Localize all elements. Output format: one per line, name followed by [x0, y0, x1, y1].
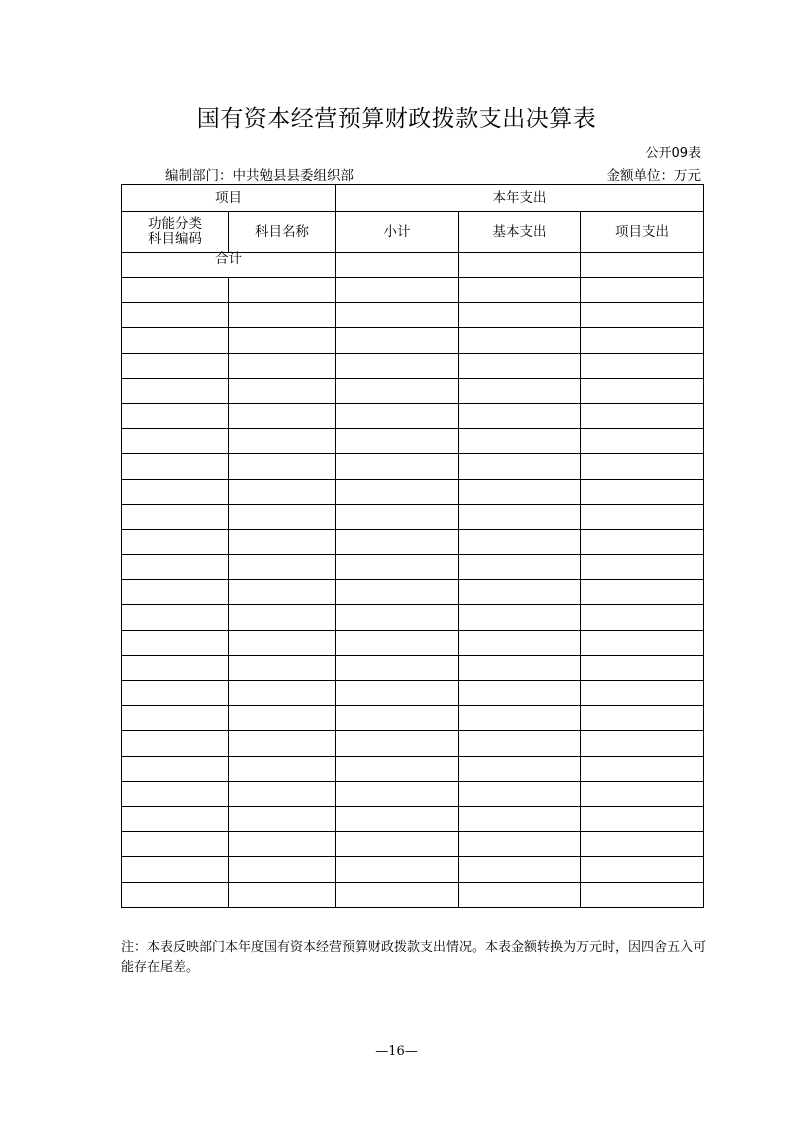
basic-expense-cell: [459, 706, 581, 731]
subject-name-cell: [229, 630, 336, 655]
basic-expense-cell: [459, 278, 581, 303]
subject-name-cell: [229, 555, 336, 580]
header-function-code-line1: 功能分类: [148, 216, 202, 233]
basic-expense-cell: [459, 781, 581, 806]
subject-name-cell: [229, 806, 336, 831]
project-expense-cell: [581, 882, 704, 907]
project-expense-cell: [581, 731, 704, 756]
table-row: [122, 630, 704, 655]
basic-expense-cell: [459, 681, 581, 706]
function-code-cell: [122, 832, 229, 857]
function-code-cell: [122, 781, 229, 806]
budget-table: [121, 184, 704, 908]
subtotal-cell: [336, 781, 459, 806]
total-label-cell: [122, 250, 336, 278]
basic-expense-cell: [459, 328, 581, 353]
project-expense-cell: [581, 580, 704, 605]
table-row: [122, 706, 704, 731]
table-row: [122, 328, 704, 353]
function-code-cell: [122, 429, 229, 454]
header-subtotal: 小计: [336, 212, 459, 253]
page-title: 国有资本经营预算财政拨款支出决算表: [196, 106, 597, 132]
subtotal-cell: [336, 278, 459, 303]
footnote: 注：本表反映部门本年度国有资本经营预算财政拨款支出情况。本表金额转换为万元时，因四舍五入可能存在尾差。: [121, 940, 707, 975]
basic-expense-cell: [459, 504, 581, 529]
subtotal-cell: [336, 454, 459, 479]
table-row: [122, 605, 704, 630]
table-row: [122, 882, 704, 907]
subtotal-cell: [336, 706, 459, 731]
project-expense-cell: [581, 756, 704, 781]
project-expense-cell: [581, 857, 704, 882]
table-row: [122, 731, 704, 756]
page-number: —16—: [375, 1044, 418, 1059]
basic-expense-cell: [459, 403, 581, 428]
subject-name-cell: [229, 378, 336, 403]
table-row: [122, 857, 704, 882]
subtotal-cell: [336, 403, 459, 428]
total-project-cell: [581, 253, 704, 278]
header-function-code: [122, 212, 229, 253]
table-row: [122, 454, 704, 479]
total-label: 合计: [215, 250, 242, 267]
subject-name-cell: [229, 706, 336, 731]
project-expense-cell: [581, 403, 704, 428]
subtotal-cell: [336, 353, 459, 378]
subtotal-cell: [336, 806, 459, 831]
table-row: [122, 756, 704, 781]
basic-expense-cell: [459, 580, 581, 605]
project-expense-cell: [581, 303, 704, 328]
function-code-cell: [122, 479, 229, 504]
basic-expense-cell: [459, 529, 581, 554]
subtotal-cell: [336, 731, 459, 756]
project-expense-cell: [581, 605, 704, 630]
header-current-year-expense: 本年支出: [336, 185, 704, 212]
basic-expense-cell: [459, 806, 581, 831]
subtotal-cell: [336, 580, 459, 605]
subtotal-cell: [336, 756, 459, 781]
subject-name-cell: [229, 403, 336, 428]
project-expense-cell: [581, 706, 704, 731]
function-code-cell: [122, 857, 229, 882]
function-code-cell: [122, 882, 229, 907]
subject-name-cell: [229, 504, 336, 529]
header-function-code-line2: 科目编码: [148, 231, 202, 247]
basic-expense-cell: [459, 479, 581, 504]
unit-label: 金额单位：万元: [606, 168, 701, 184]
function-code-cell: [122, 378, 229, 403]
table-row: [122, 303, 704, 328]
subject-name-cell: [229, 479, 336, 504]
table-row: [122, 529, 704, 554]
basic-expense-cell: [459, 756, 581, 781]
project-expense-cell: [581, 504, 704, 529]
function-code-cell: [122, 328, 229, 353]
subtotal-cell: [336, 882, 459, 907]
function-code-cell: [122, 303, 229, 328]
table-row: [122, 504, 704, 529]
function-code-cell: [122, 706, 229, 731]
function-code-cell: [122, 681, 229, 706]
project-expense-cell: [581, 781, 704, 806]
subject-name-cell: [229, 731, 336, 756]
basic-expense-cell: [459, 303, 581, 328]
project-expense-cell: [581, 832, 704, 857]
subtotal-cell: [336, 378, 459, 403]
subtotal-cell: [336, 479, 459, 504]
total-row: [122, 253, 704, 278]
project-expense-cell: [581, 378, 704, 403]
function-code-cell: [122, 655, 229, 680]
basic-expense-cell: [459, 832, 581, 857]
project-expense-cell: [581, 555, 704, 580]
table-row: [122, 781, 704, 806]
form-code: 公开09表: [645, 146, 701, 161]
subtotal-cell: [336, 681, 459, 706]
function-code-cell: [122, 278, 229, 303]
subject-name-cell: [229, 278, 336, 303]
subject-name-cell: [229, 580, 336, 605]
subtotal-cell: [336, 529, 459, 554]
table-row: [122, 278, 704, 303]
project-expense-cell: [581, 454, 704, 479]
header-item: 项目: [122, 185, 336, 212]
subject-name-cell: [229, 605, 336, 630]
function-code-cell: [122, 630, 229, 655]
project-expense-cell: [581, 529, 704, 554]
header-project-expense: 项目支出: [581, 212, 704, 253]
table-row: [122, 555, 704, 580]
subject-name-cell: [229, 832, 336, 857]
project-expense-cell: [581, 328, 704, 353]
basic-expense-cell: [459, 429, 581, 454]
basic-expense-cell: [459, 731, 581, 756]
subject-name-cell: [229, 429, 336, 454]
table-row: [122, 806, 704, 831]
basic-expense-cell: [459, 655, 581, 680]
function-code-cell: [122, 529, 229, 554]
subtotal-cell: [336, 857, 459, 882]
header-basic-expense: 基本支出: [459, 212, 581, 253]
subtotal-cell: [336, 630, 459, 655]
function-code-cell: [122, 756, 229, 781]
function-code-cell: [122, 580, 229, 605]
function-code-cell: [122, 504, 229, 529]
subtotal-cell: [336, 555, 459, 580]
project-expense-cell: [581, 630, 704, 655]
basic-expense-cell: [459, 555, 581, 580]
total-subtotal-cell: [336, 253, 459, 278]
project-expense-cell: [581, 681, 704, 706]
total-basic-cell: [459, 253, 581, 278]
subject-name-cell: [229, 454, 336, 479]
department-label: 编制部门：中共勉县县委组织部: [165, 168, 354, 184]
table-row: [122, 580, 704, 605]
header-row-columns: [122, 212, 704, 253]
subtotal-cell: [336, 328, 459, 353]
header-row-group: [122, 185, 704, 212]
table-row: [122, 832, 704, 857]
subject-name-cell: [229, 303, 336, 328]
subject-name-cell: [229, 681, 336, 706]
subject-name-cell: [229, 353, 336, 378]
header-subject-name: 科目名称: [229, 212, 336, 253]
basic-expense-cell: [459, 630, 581, 655]
basic-expense-cell: [459, 882, 581, 907]
subject-name-cell: [229, 756, 336, 781]
basic-expense-cell: [459, 605, 581, 630]
function-code-cell: [122, 555, 229, 580]
function-code-cell: [122, 403, 229, 428]
subtotal-cell: [336, 832, 459, 857]
project-expense-cell: [581, 655, 704, 680]
basic-expense-cell: [459, 378, 581, 403]
table-row: [122, 353, 704, 378]
table-row: [122, 655, 704, 680]
function-code-cell: [122, 731, 229, 756]
subtotal-cell: [336, 429, 459, 454]
subtotal-cell: [336, 605, 459, 630]
subtotal-cell: [336, 504, 459, 529]
subject-name-cell: [229, 529, 336, 554]
subtotal-cell: [336, 655, 459, 680]
project-expense-cell: [581, 353, 704, 378]
table-row: [122, 479, 704, 504]
table-row: [122, 681, 704, 706]
function-code-cell: [122, 806, 229, 831]
table-row: [122, 378, 704, 403]
project-expense-cell: [581, 806, 704, 831]
basic-expense-cell: [459, 857, 581, 882]
function-code-cell: [122, 353, 229, 378]
subtotal-cell: [336, 303, 459, 328]
subject-name-cell: [229, 781, 336, 806]
subject-name-cell: [229, 882, 336, 907]
project-expense-cell: [581, 479, 704, 504]
table-row: [122, 403, 704, 428]
project-expense-cell: [581, 429, 704, 454]
subject-name-cell: [229, 655, 336, 680]
function-code-cell: [122, 605, 229, 630]
table-row: [122, 429, 704, 454]
basic-expense-cell: [459, 454, 581, 479]
basic-expense-cell: [459, 353, 581, 378]
function-code-cell: [122, 454, 229, 479]
project-expense-cell: [581, 278, 704, 303]
subject-name-cell: [229, 857, 336, 882]
subject-name-cell: [229, 328, 336, 353]
